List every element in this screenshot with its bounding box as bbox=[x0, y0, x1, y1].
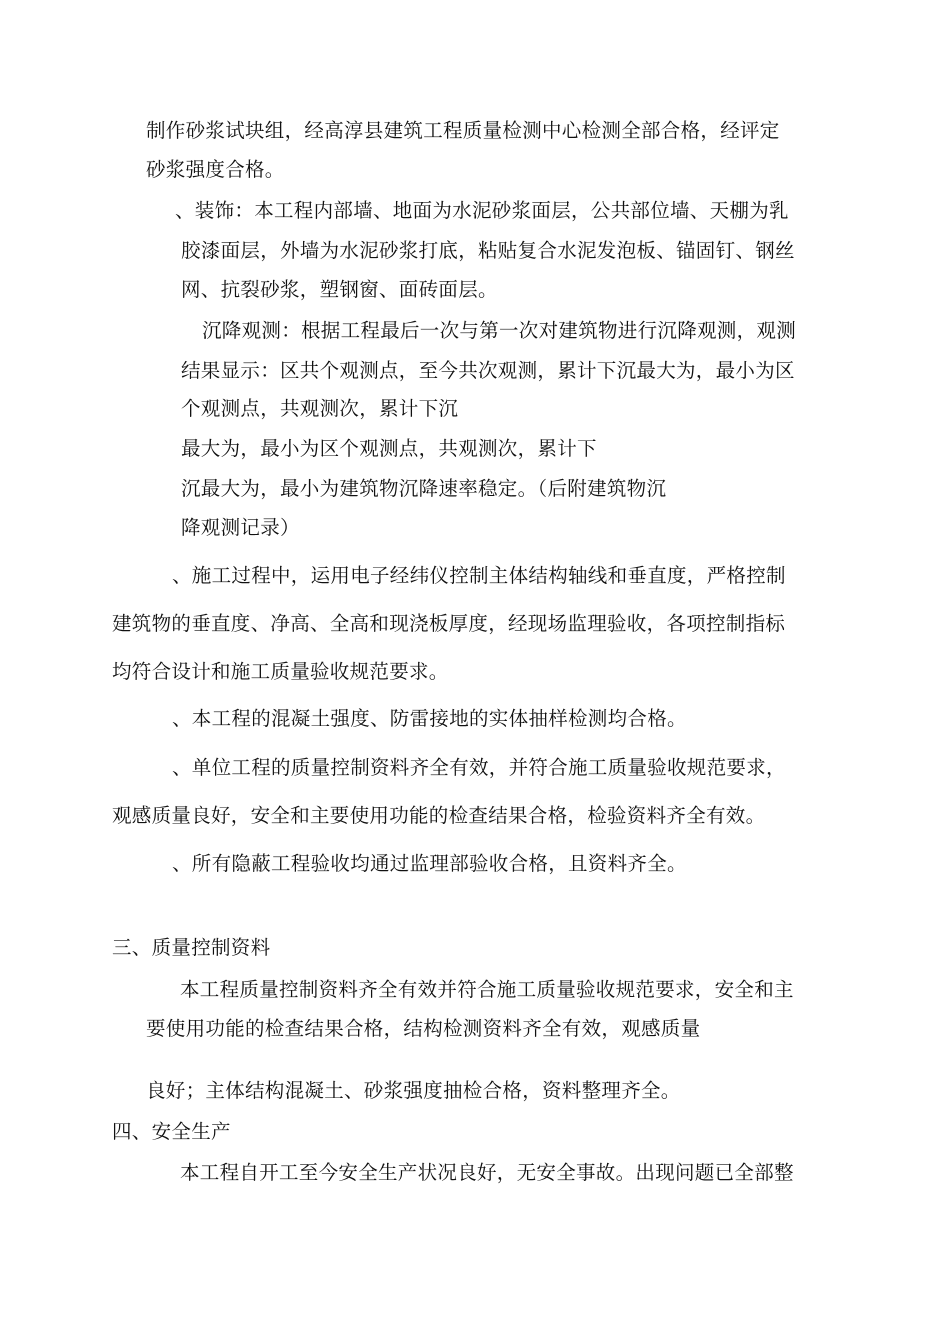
text-line: 均符合设计和施工质量验收规范要求。 bbox=[112, 660, 449, 683]
text-line: 观感质量良好，安全和主要使用功能的检查结果合格，检验资料齐全有效。 bbox=[112, 804, 766, 827]
section-heading: 四、安全生产 bbox=[112, 1120, 231, 1143]
text-line: 结果显示：区共个观测点，至今共次观测，累计下沉最大为，最小为区 bbox=[181, 359, 795, 382]
text-line: 本工程质量控制资料齐全有效并符合施工质量验收规范要求，安全和主 bbox=[180, 978, 794, 1001]
text-line: 砂浆强度合格。 bbox=[146, 158, 285, 181]
text-line: 沉降观测：根据工程最后一次与第一次对建筑物进行沉降观测，观测 bbox=[202, 319, 797, 342]
text-line: 、施工过程中，运用电子经纬仪控制主体结构轴线和垂直度，严格控制 bbox=[172, 564, 786, 587]
text-line: 制作砂浆试块组，经高淳县建筑工程质量检测中心检测全部合格，经评定 bbox=[146, 119, 780, 142]
text-line: 、装饰：本工程内部墙、地面为水泥砂浆面层，公共部位墙、天棚为乳 bbox=[175, 199, 789, 222]
text-line: 、本工程的混凝土强度、防雷接地的实体抽样检测均合格。 bbox=[172, 707, 687, 730]
text-line: 沉最大为，最小为建筑物沉降速率稳定。（后附建筑物沉 bbox=[181, 477, 667, 500]
text-line: 要使用功能的检查结果合格，结构检测资料齐全有效，观感质量 bbox=[146, 1017, 701, 1040]
text-line: 良好；主体结构混凝土、砂浆强度抽检合格，资料整理齐全。 bbox=[146, 1079, 681, 1102]
section-heading: 三、质量控制资料 bbox=[112, 936, 271, 959]
text-line: 降观测记录） bbox=[181, 516, 300, 539]
text-line: 本工程自开工至今安全生产状况良好，无安全事故。出现问题已全部整 bbox=[180, 1161, 794, 1184]
text-line: 、单位工程的质量控制资料齐全有效，并符合施工质量验收规范要求， bbox=[172, 756, 786, 779]
text-line: 胶漆面层，外墙为水泥砂浆打底，粘贴复合水泥发泡板、锚固钉、钢丝 bbox=[181, 239, 795, 262]
text-line: 个观测点，共观测次，累计下沉 bbox=[181, 397, 459, 420]
text-line: 最大为，最小为区个观测点，共观测次，累计下 bbox=[181, 437, 597, 460]
text-line: 网、抗裂砂浆，塑钢窗、面砖面层。 bbox=[181, 278, 498, 301]
text-line: 、所有隐蔽工程验收均通过监理部验收合格，且资料齐全。 bbox=[172, 852, 687, 875]
text-line: 建筑物的垂直度、净高、全高和现浇板厚度，经现场监理验收，各项控制指标 bbox=[112, 612, 786, 635]
